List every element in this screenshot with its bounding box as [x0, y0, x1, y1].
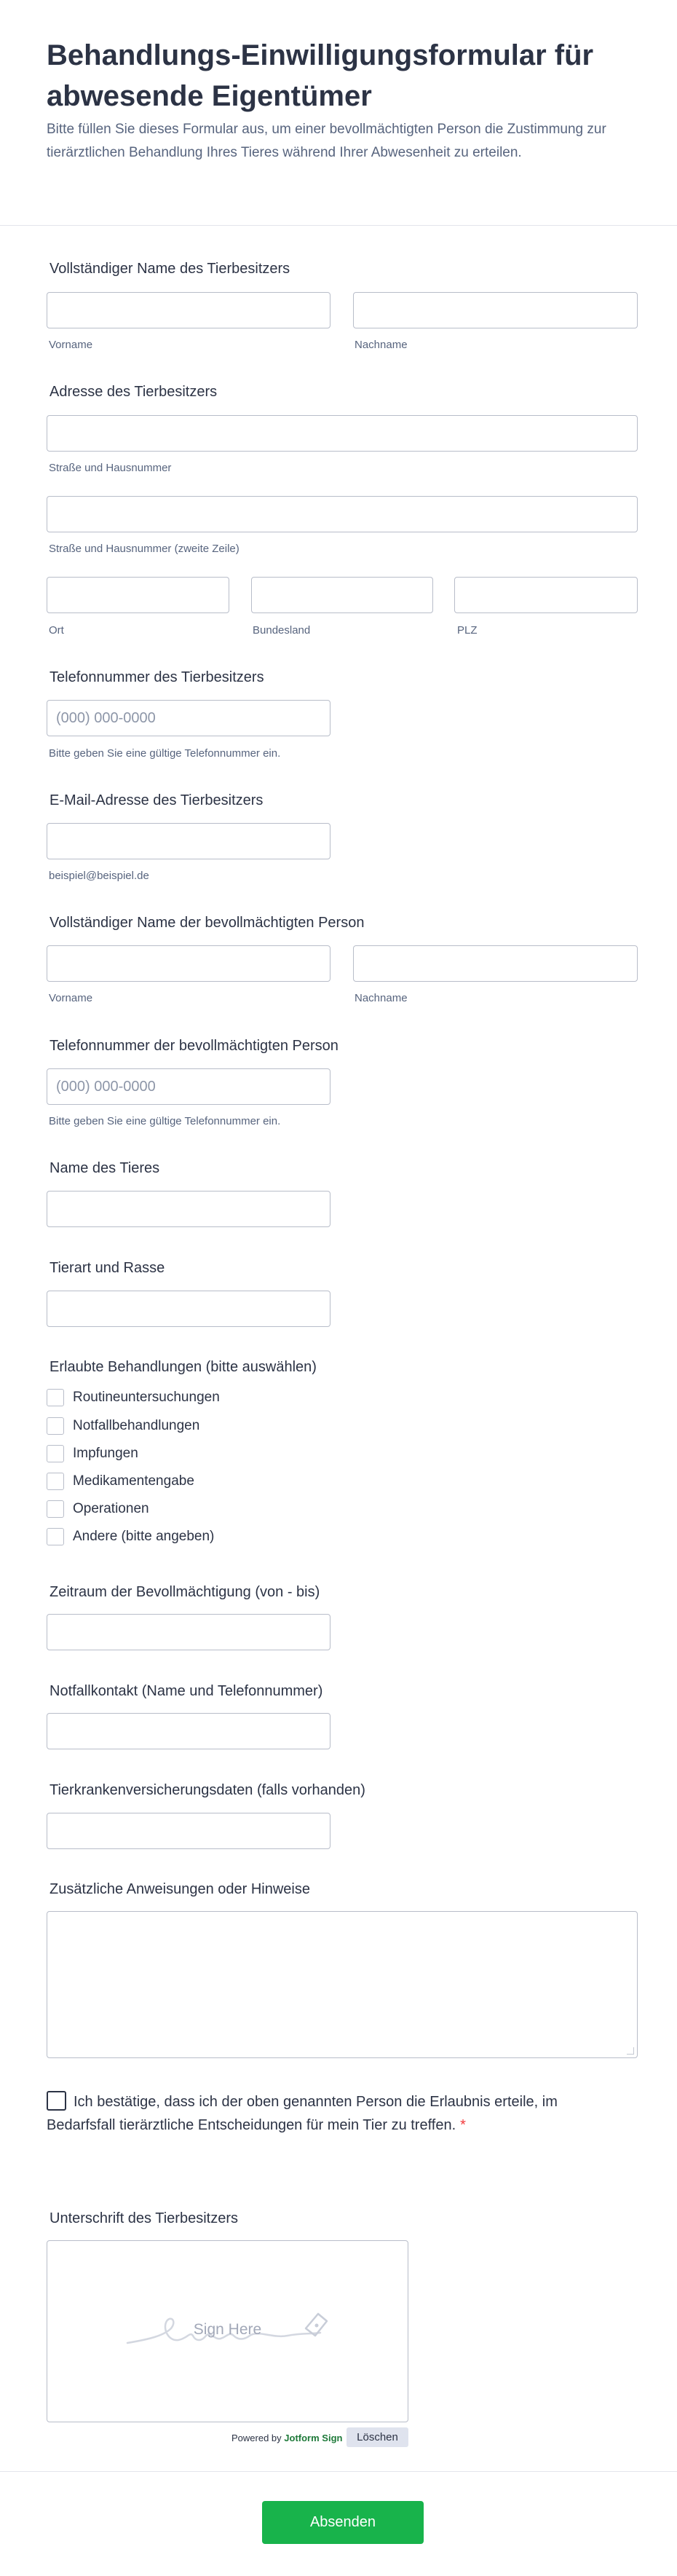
treatment-option-medication[interactable]: [47, 1471, 194, 1492]
owner-name-label: Vollständiger Name des Tierbesitzers: [50, 261, 290, 277]
treatment-option-emergency[interactable]: [47, 1416, 199, 1436]
agent-name-label: Vollständiger Name der bevollmächtigten Person: [50, 915, 365, 931]
treatment-option-routine[interactable]: [47, 1387, 220, 1408]
state-input[interactable]: [251, 577, 433, 613]
agent-last-name-input[interactable]: [353, 945, 638, 982]
agent-phone-input[interactable]: (000) 000-0000: [47, 1068, 330, 1105]
zip-input[interactable]: [454, 577, 638, 613]
owner-email-label: E-Mail-Adresse des Tierbesitzers: [50, 792, 264, 808]
insurance-label: Tierkrankenversicherungsdaten (falls vorhanden): [50, 1782, 365, 1798]
owner-last-name-sublabel: Nachname: [355, 339, 408, 351]
emergency-contact-label: Notfallkontakt (Name und Telefonnummer): [50, 1683, 323, 1699]
resize-handle-icon[interactable]: [627, 2047, 634, 2055]
consent-checkbox[interactable]: [47, 2091, 66, 2111]
emergency-contact-input[interactable]: [47, 1713, 330, 1749]
powered-by-brand: Jotform Sign: [284, 2433, 343, 2443]
checkbox[interactable]: [47, 1528, 64, 1545]
owner-email-input[interactable]: [47, 823, 330, 859]
pet-name-label: Name des Tieres: [50, 1160, 160, 1176]
period-input[interactable]: [47, 1614, 330, 1650]
option-label: Notfallbehandlungen: [73, 1418, 200, 1433]
agent-first-name-sublabel: Vorname: [49, 992, 93, 1004]
clear-signature-button[interactable]: Löschen: [347, 2427, 408, 2447]
state-sublabel: Bundesland: [253, 624, 311, 637]
required-asterisk: *: [460, 2117, 466, 2133]
treatment-option-vaccinations[interactable]: [47, 1443, 138, 1464]
owner-address-label: Adresse des Tierbesitzers: [50, 384, 218, 400]
powered-by-prefix: Powered by: [231, 2433, 282, 2443]
signature-pad[interactable]: [47, 2240, 408, 2422]
option-label: Medikamentengabe: [73, 1473, 194, 1489]
option-label: Impfungen: [73, 1446, 138, 1461]
signature-placeholder: Sign Here: [193, 2321, 262, 2338]
owner-phone-label: Telefonnummer des Tierbesitzers: [50, 669, 264, 685]
form-header: [0, 0, 677, 226]
pet-species-label: Tierart und Rasse: [50, 1260, 165, 1276]
owner-first-name-input[interactable]: [47, 292, 330, 328]
checkbox[interactable]: [47, 1445, 64, 1462]
pet-species-input[interactable]: [47, 1291, 330, 1327]
agent-phone-label: Telefonnummer der bevollmächtigten Person: [50, 1038, 338, 1054]
zip-sublabel: PLZ: [457, 624, 478, 637]
checkbox[interactable]: [47, 1500, 64, 1518]
treatments-label: Erlaubte Behandlungen (bitte auswählen): [50, 1359, 317, 1375]
city-input[interactable]: [47, 577, 229, 613]
checkbox[interactable]: [47, 1389, 64, 1406]
consent-checkbox-row[interactable]: [47, 2090, 614, 2137]
checkbox[interactable]: [47, 1473, 64, 1490]
period-label: Zeitraum der Bevollmächtigung (von - bis): [50, 1584, 320, 1600]
owner-first-name-sublabel: Vorname: [49, 339, 93, 351]
city-sublabel: Ort: [49, 624, 64, 637]
insurance-input[interactable]: [47, 1813, 330, 1849]
treatment-option-surgery[interactable]: [47, 1499, 149, 1519]
option-label: Routineuntersuchungen: [73, 1390, 220, 1405]
powered-by-text: [231, 2433, 342, 2443]
owner-phone-hint: Bitte geben Sie eine gültige Telefonnummer ein.: [49, 747, 281, 760]
form-subtitle: Bitte füllen Sie dieses Formular aus, um einer bevollmächtigten Person die Zustimmung zur tierärztlichen Behandlung Ihres Tieres während Ihrer Abwesenheit zu erteilen.: [47, 122, 606, 160]
option-label: Operationen: [73, 1501, 149, 1516]
street-line2-sublabel: Straße und Hausnummer (zweite Zeile): [49, 543, 239, 555]
agent-first-name-input[interactable]: [47, 945, 330, 982]
option-label: Andere (bitte angeben): [73, 1529, 215, 1544]
submit-button[interactable]: Absenden: [262, 2501, 424, 2544]
form-title: Behandlungs-Einwilligungsformular für abwesende Eigentümer: [47, 39, 594, 112]
pet-name-input[interactable]: [47, 1191, 330, 1227]
signature-label: Unterschrift des Tierbesitzers: [50, 2210, 238, 2226]
form-footer: [0, 2471, 677, 2576]
street-line1-sublabel: Straße und Hausnummer: [49, 462, 172, 474]
owner-email-hint: beispiel@beispiel.de: [49, 870, 149, 882]
agent-last-name-sublabel: Nachname: [355, 992, 408, 1004]
treatment-option-other[interactable]: [47, 1527, 214, 1547]
checkbox[interactable]: [47, 1417, 64, 1435]
consent-text: Ich bestätige, dass ich der oben genannten Person die Erlaubnis erteile, im Bedarfsfall tierärztliche Entscheidungen für mein Tier zu treffen.: [47, 2094, 558, 2133]
owner-phone-input[interactable]: (000) 000-0000: [47, 700, 330, 736]
owner-last-name-input[interactable]: [353, 292, 638, 328]
street-line1-input[interactable]: [47, 415, 638, 452]
street-line2-input[interactable]: [47, 496, 638, 532]
agent-phone-hint: Bitte geben Sie eine gültige Telefonnummer ein.: [49, 1115, 281, 1127]
notes-label: Zusätzliche Anweisungen oder Hinweise: [50, 1881, 310, 1897]
notes-textarea[interactable]: [47, 1911, 638, 2058]
